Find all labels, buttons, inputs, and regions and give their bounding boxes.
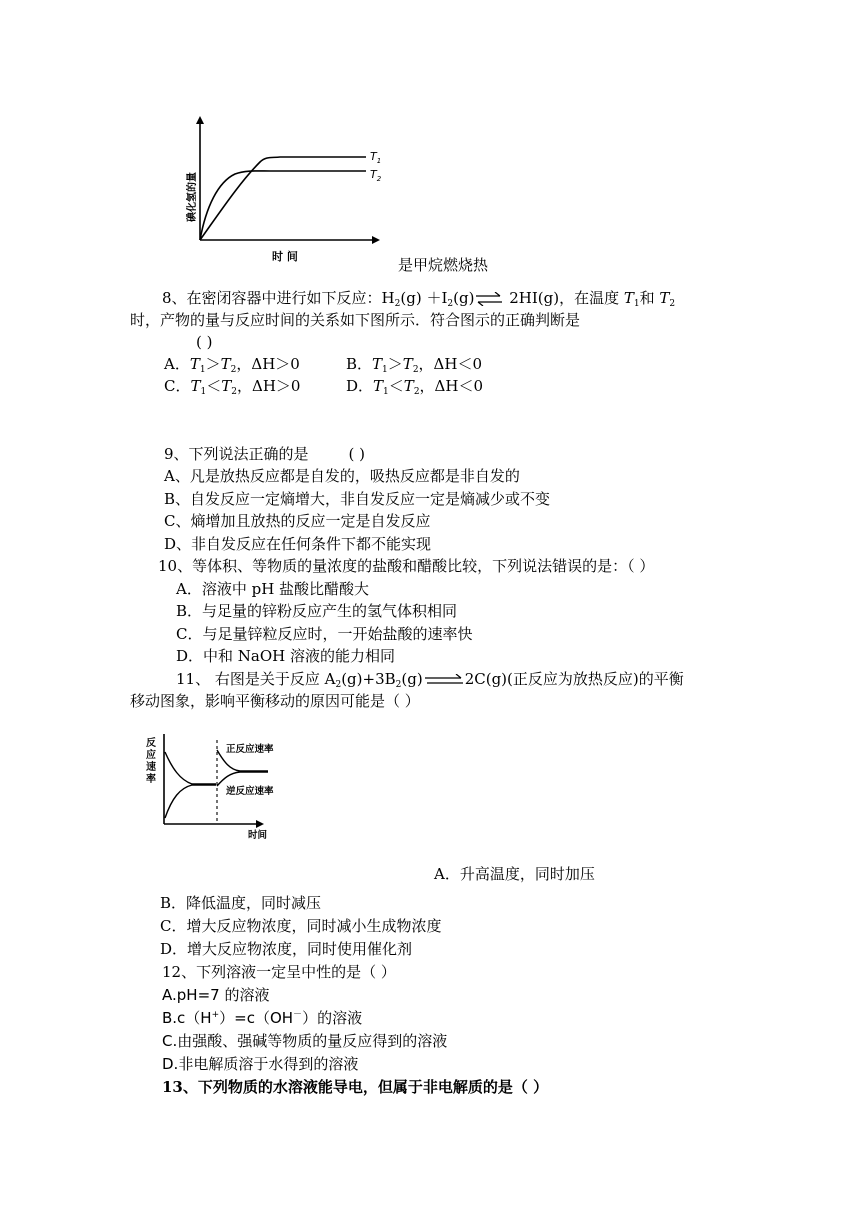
- q11-option-d[interactable]: D．增大反应物浓度，同时使用催化剂: [160, 940, 413, 958]
- fig2-forward-label: 正反应速率: [226, 744, 274, 755]
- q10-stem: 10、等体积、等物质的量浓度的盐酸和醋酸比较，下列说法错误的是：（ ）: [158, 557, 655, 575]
- q9-option-a[interactable]: A、凡是放热反应都是自发的，吸热反应都是非自发的: [164, 467, 520, 485]
- q9-option-c[interactable]: C、熵增加且放热的反应一定是自发反应: [164, 512, 431, 530]
- text-fragment: T: [372, 355, 383, 373]
- text-fragment: (g) ＋I: [400, 289, 448, 307]
- fig2-ylabel-2: 应: [146, 750, 156, 761]
- q8-bracket: ( ): [196, 333, 213, 351]
- q11-line2: 移动图象，影响平衡移动的原因可能是（ ）: [130, 692, 420, 710]
- q9-option-d[interactable]: D、非自发反应在任何条件下都不能实现: [164, 535, 432, 553]
- text-fragment: B．: [346, 355, 373, 373]
- text-fragment: C．: [164, 377, 191, 395]
- text-fragment: 1: [382, 365, 388, 375]
- fig2-reverse-label: 逆反应速率: [226, 786, 274, 797]
- text-fragment: 2: [231, 387, 237, 397]
- text-fragment: 8、在密闭容器中进行如下反应：: [162, 289, 382, 307]
- text-fragment: 2: [412, 365, 419, 375]
- series-label-t2: $T_2$: [370, 168, 382, 183]
- text-fragment: A．: [164, 355, 190, 373]
- fig2-ylabel-4: 率: [146, 774, 156, 785]
- q8-line2: 时，产物的量与反应时间的关系如下图所示．符合图示的正确判断是: [130, 311, 581, 329]
- text-fragment: 1: [199, 365, 206, 375]
- q8-option-a[interactable]: [164, 354, 300, 374]
- text-fragment: ）的溶液: [302, 1009, 363, 1027]
- fig1-xlabel: 时 间: [272, 250, 298, 263]
- q9-stem: [164, 444, 365, 464]
- fig2-xlabel: 时间: [248, 830, 268, 841]
- text-fragment: ，ΔH＜0: [418, 355, 483, 373]
- text-fragment: T: [189, 355, 200, 373]
- text-fragment: +: [211, 1010, 220, 1020]
- q9-option-b[interactable]: B、自发反应一定熵增大，非自发反应一定是熵减少或不变: [164, 490, 551, 508]
- text-fragment: ＞: [205, 355, 221, 373]
- text-fragment: T: [373, 377, 384, 395]
- figure-2-graph: [140, 728, 300, 843]
- q11-stem: [176, 669, 684, 689]
- q8-stem: [162, 288, 675, 308]
- text-fragment: (g): [453, 289, 475, 307]
- text-fragment: ，ΔH＜0: [419, 377, 484, 395]
- text-fragment: 2: [230, 365, 237, 375]
- text-fragment: 2: [413, 387, 420, 397]
- text-fragment: H: [381, 289, 395, 307]
- fig2-ylabel-1: 反: [146, 738, 156, 749]
- text-fragment: T: [403, 377, 414, 395]
- text-fragment: B.c（H: [162, 1009, 212, 1027]
- q13-stem: 13、下列物质的水溶液能导电，但属于非电解质的是（ ）: [162, 1078, 549, 1096]
- text-fragment: ，在温度: [559, 289, 624, 307]
- curve-t1: [200, 157, 366, 240]
- text-fragment: 和: [639, 289, 660, 307]
- text-fragment: 1: [383, 387, 389, 397]
- q11-option-b[interactable]: B．降低温度，同时减压: [160, 894, 322, 912]
- reverse-rate-curve-1: [165, 785, 216, 818]
- q12-option-b[interactable]: [162, 1008, 362, 1028]
- fig1-caption: 是甲烷燃烧热: [398, 256, 489, 274]
- text-fragment: 2: [394, 299, 401, 309]
- text-fragment: ＜: [388, 377, 404, 395]
- q12-stem: 12、下列溶液一定呈中性的是（ ）: [162, 963, 396, 981]
- text-fragment: 2HI(g): [509, 289, 560, 307]
- text-fragment: 2: [447, 299, 454, 309]
- text-fragment: ，ΔH＞0: [237, 377, 301, 395]
- q11-option-c[interactable]: C．增大反应物浓度，同时减小生成物浓度: [160, 917, 442, 935]
- text-fragment: T: [190, 377, 201, 395]
- text-fragment: T: [659, 289, 670, 307]
- text-fragment: D．: [346, 377, 374, 395]
- text-fragment: 11、 右图是关于反应 A: [176, 670, 336, 688]
- text-fragment: －: [293, 1010, 303, 1020]
- q11-option-a[interactable]: A．升高温度，同时加压: [434, 865, 595, 883]
- text-fragment: 1: [633, 299, 640, 309]
- text-fragment: 2C(g)(正反应为放热反应)的平衡: [464, 670, 684, 688]
- q12-option-c[interactable]: C.由强酸、强碱等物质的量反应得到的溶液: [162, 1032, 448, 1050]
- text-fragment: ，ΔH＞0: [236, 355, 300, 373]
- text-fragment: T: [402, 355, 413, 373]
- q10-option-a[interactable]: A．溶液中 pH 盐酸比醋酸大: [176, 580, 370, 598]
- equilibrium-arrow: [474, 292, 504, 306]
- text-fragment: ）=c（OH: [219, 1009, 294, 1027]
- q8-option-c[interactable]: [164, 376, 300, 396]
- text-fragment: T: [220, 355, 231, 373]
- text-fragment: (g): [401, 670, 423, 688]
- equilibrium-arrow: [423, 674, 465, 686]
- q10-option-b[interactable]: B．与足量的锌粉反应产生的氢气体积相同: [176, 602, 458, 620]
- x-axis-arrow: [256, 820, 264, 828]
- text-fragment: 2: [395, 680, 402, 690]
- q10-option-c[interactable]: C．与足量锌粒反应时，一开始盐酸的速率快: [176, 625, 473, 643]
- reverse-rate-curve-2: [217, 772, 268, 786]
- q8-option-d[interactable]: [346, 376, 483, 396]
- figure-1-graph: [180, 112, 420, 272]
- q12-option-d[interactable]: D.非电解质溶于水得到的溶液: [162, 1055, 359, 1073]
- text-fragment: T: [221, 377, 232, 395]
- forward-rate-curve-1: [165, 752, 216, 784]
- text-fragment: ＞: [387, 355, 403, 373]
- series-label-t1: $T_1$: [370, 150, 382, 165]
- text-fragment: 2: [335, 680, 342, 690]
- q8-option-b[interactable]: [346, 354, 482, 374]
- q12-option-a[interactable]: A.pH=7 的溶液: [162, 986, 270, 1004]
- fig2-ylabel-3: 速: [146, 762, 156, 773]
- fig1-ylabel: 碘化氢的量: [187, 172, 198, 222]
- text-fragment: ＜: [206, 377, 222, 395]
- text-fragment: 1: [200, 387, 207, 397]
- text-fragment: 9、下列说法正确的是: [164, 445, 309, 463]
- x-axis-arrow: [372, 236, 380, 244]
- text-fragment: (g)+3B: [341, 670, 396, 688]
- text-fragment: T: [623, 289, 634, 307]
- q10-option-d[interactable]: D．中和 NaOH 溶液的能力相同: [176, 647, 396, 665]
- text-fragment: 2: [669, 299, 676, 309]
- y-axis-arrow: [196, 116, 204, 124]
- text-fragment: ( ): [348, 445, 366, 463]
